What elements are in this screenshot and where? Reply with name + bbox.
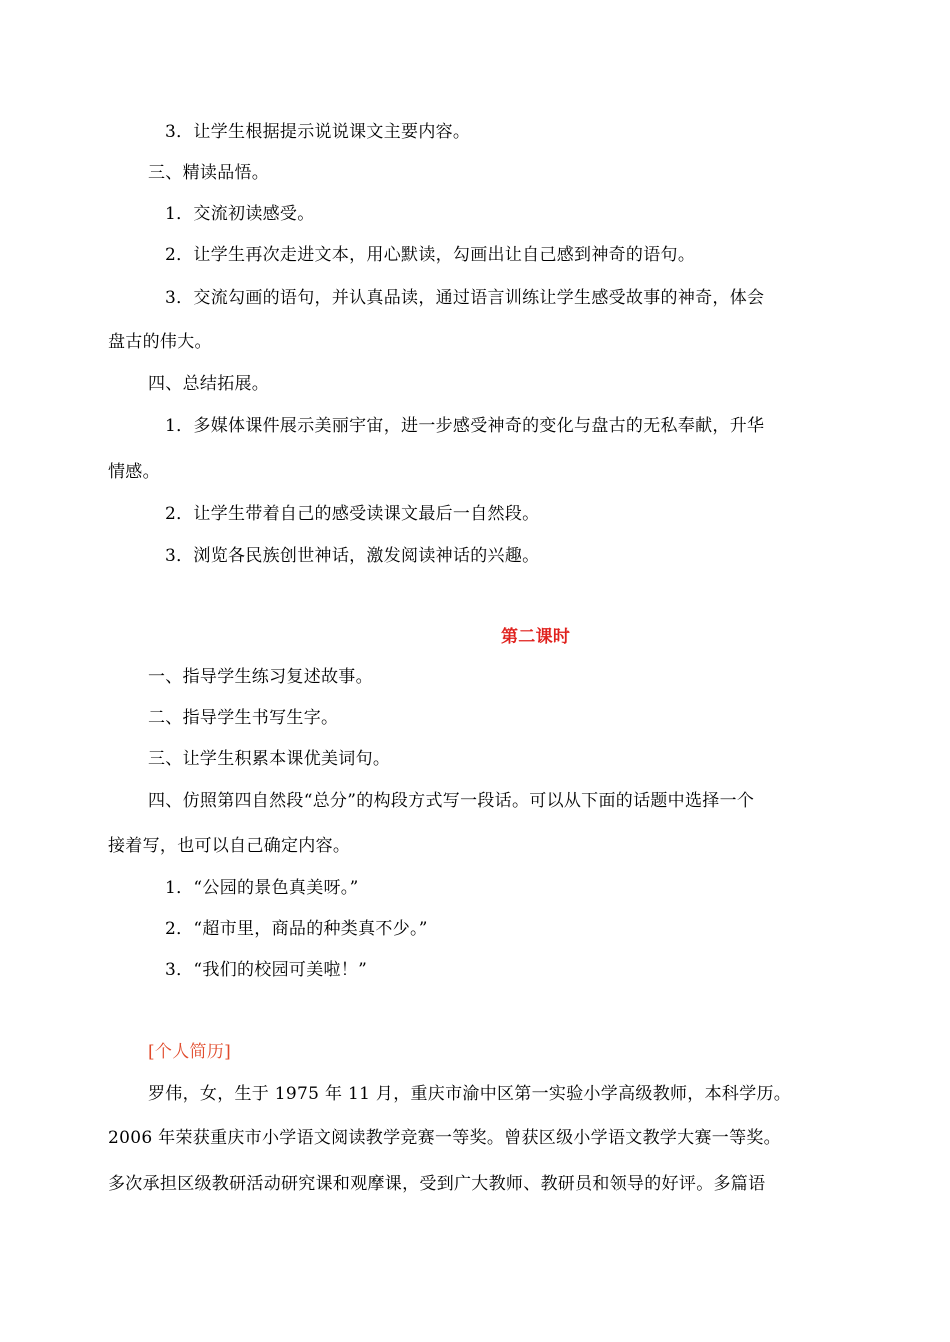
step-3-browse-myths: 3．浏览各民族创世神话，激发阅读神话的兴趣。 (165, 546, 540, 566)
bio-line-3: 多次承担区级教研活动研究课和观摩课，受到广大教师、教研员和领导的好评。多篇语 (108, 1174, 766, 1194)
topic-campus: 3．“我们的校园可美啦！” (165, 960, 368, 980)
step-1-multimedia-cont: 情感。 (108, 462, 160, 482)
step-3-appreciate-cont: 盘古的伟大。 (108, 332, 212, 352)
topic-supermarket: 2．“超市里，商品的种类真不少。” (165, 919, 428, 939)
item-imitate-writing: 四、仿照第四自然段“总分”的构段方式写一段话。可以从下面的话题中选择一个 (148, 791, 755, 811)
item-retell-story: 一、指导学生练习复述故事。 (148, 667, 373, 687)
bio-line-1: 罗伟，女，生于 1975 年 11 月，重庆市渝中区第一实验小学高级教师，本科学历。 (148, 1084, 792, 1104)
step-3-appreciate: 3．交流勾画的语句，并认真品读，通过语言训练让学生感受故事的神奇，体会 (165, 288, 765, 308)
lesson-two-title: 第二课时 (501, 627, 571, 647)
heading-intensive-reading: 三、精读品悟。 (148, 163, 270, 183)
step-1-exchange: 1．交流初读感受。 (165, 204, 315, 224)
bio-title: [个人简历] (148, 1042, 232, 1062)
item-write-characters: 二、指导学生书写生字。 (148, 708, 339, 728)
heading-summary-extension: 四、总结拓展。 (148, 374, 270, 394)
step-2-reread: 2．让学生再次走进文本，用心默读，勾画出让自己感到神奇的语句。 (165, 245, 696, 265)
step-1-multimedia: 1．多媒体课件展示美丽宇宙，进一步感受神奇的变化与盘古的无私奉献，升华 (165, 416, 765, 436)
step-2-read-last-paragraph: 2．让学生带着自己的感受读课文最后一自然段。 (165, 504, 540, 524)
bio-line-2: 2006 年荣获重庆市小学语文阅读教学竞赛一等奖。曾获区级小学语文教学大赛一等奖。 (108, 1128, 781, 1148)
item-imitate-writing-cont: 接着写，也可以自己确定内容。 (108, 836, 351, 856)
topic-park: 1．“公园的景色真美呀。” (165, 878, 359, 898)
item-accumulate-phrases: 三、让学生积累本课优美词句。 (148, 749, 391, 769)
step-3-summary: 3．让学生根据提示说说课文主要内容。 (165, 122, 471, 142)
